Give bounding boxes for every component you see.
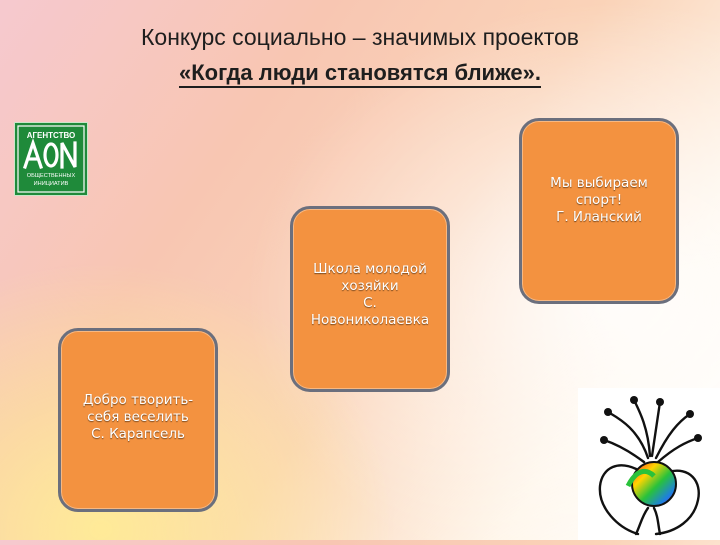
slide-title-line1: Конкурс социально – значимых проектов — [141, 24, 579, 50]
logo-text-bottom-1: ОБЩЕСТВЕННЫХ — [26, 173, 76, 179]
project-card-text — [311, 261, 429, 329]
card-line: Новониколаевка — [310, 312, 430, 328]
card-line: хозяйки — [341, 278, 399, 294]
slide-title-line2 — [0, 60, 720, 86]
project-card-novonikolaevka[interactable] — [290, 206, 450, 392]
card-line: себя веселить — [87, 408, 189, 425]
flower-emblem-icon — [578, 388, 720, 540]
project-card-text — [550, 175, 648, 226]
project-card-karapsel[interactable] — [58, 328, 218, 512]
slide-title-emphasis: «Когда люди становятся ближе». — [179, 60, 541, 88]
logo-text-top: АГЕНТСТВО — [26, 131, 76, 140]
project-card-ilanskiy[interactable] — [519, 118, 679, 304]
project-card-text — [83, 392, 193, 443]
card-line: С. — [363, 295, 377, 311]
card-line: Мы выбираем — [550, 174, 648, 191]
agency-logo — [14, 122, 88, 196]
card-line: Добро творить- — [82, 391, 194, 408]
card-line: Г. Иланский — [556, 208, 642, 225]
card-line: С. Карапсель — [91, 425, 185, 442]
card-line: Школа молодой — [313, 261, 427, 277]
logo-text-bottom-2: ИНИЦИАТИВ — [33, 181, 69, 187]
card-line: спорт! — [575, 191, 623, 208]
